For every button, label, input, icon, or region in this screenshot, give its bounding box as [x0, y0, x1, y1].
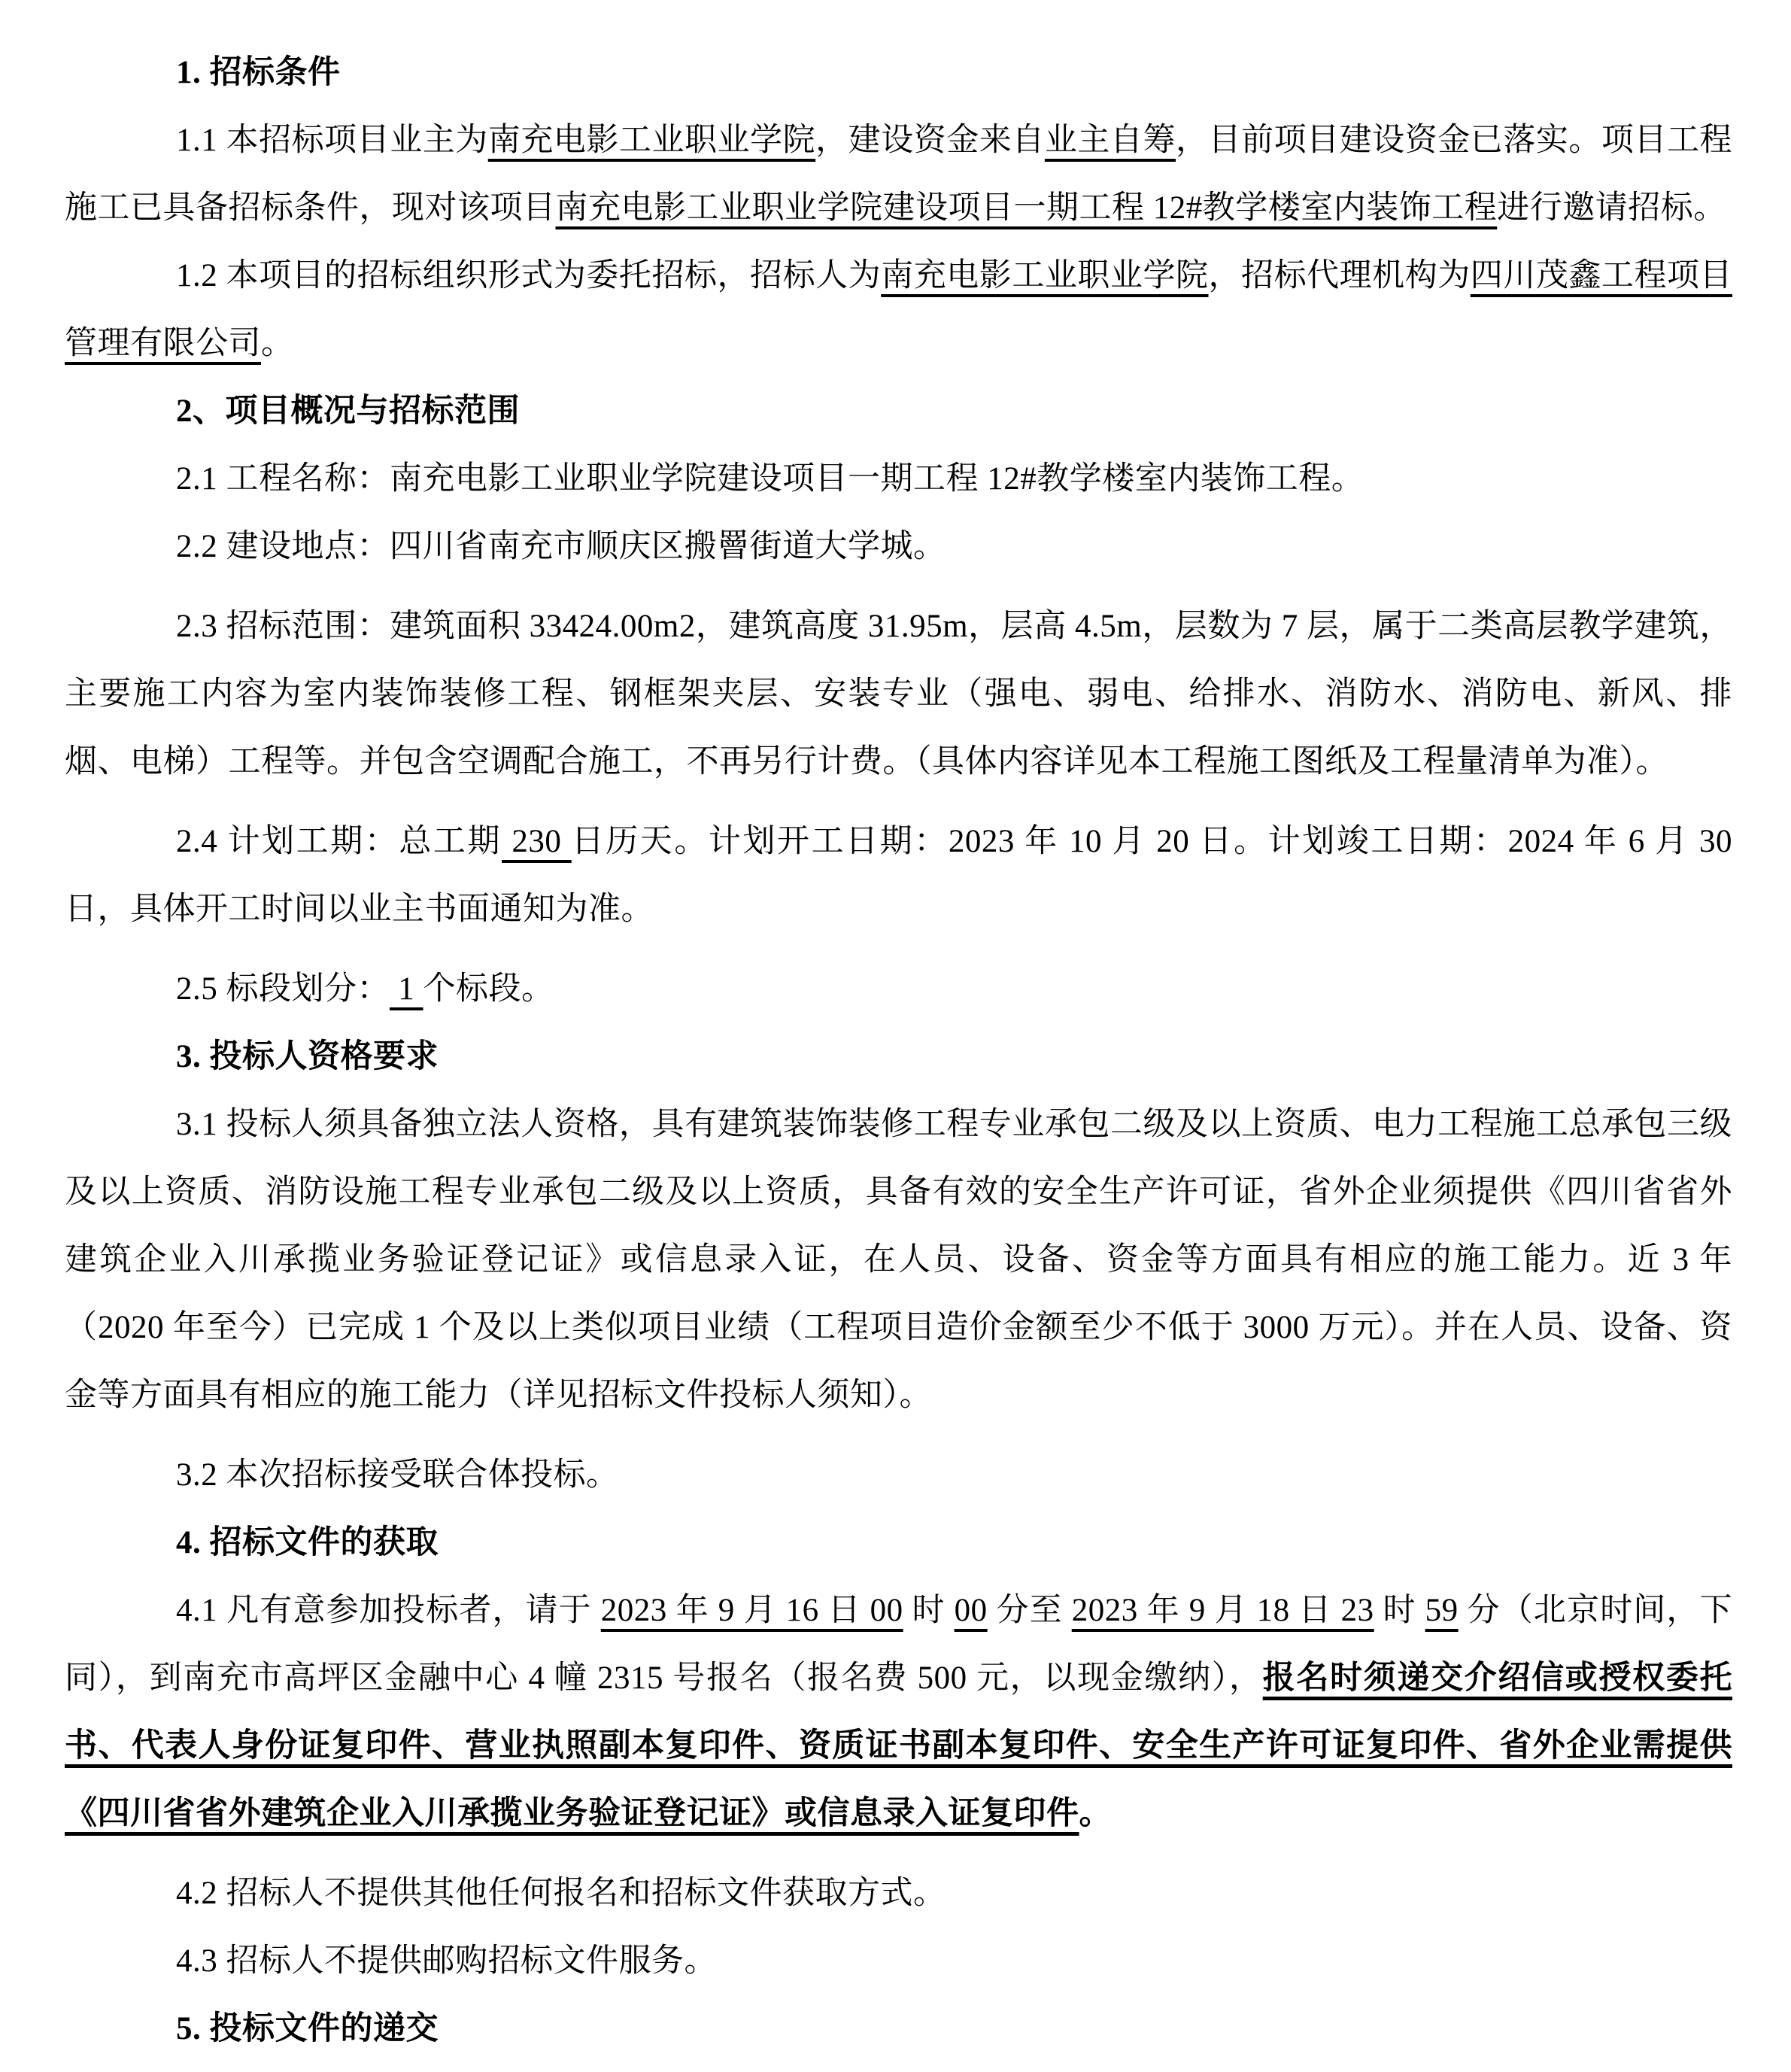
para-4-2 [65, 1860, 1732, 1928]
section-1-heading-run-0: 1. 招标条件 [176, 55, 341, 90]
para-1-2-run-3: 四川茂鑫工程项目管理有限公司 [65, 258, 1733, 361]
section-3-heading-run-0: 3. 投标人资格要求 [176, 1039, 439, 1074]
para-2-1-run-0: 2.1 工程名称：南充电影工业职业学院建设项目一期工程 12#教学楼室内装饰工程。 [176, 461, 1364, 497]
para-1-1-run-0: 1.1 本招标项目业主为 [176, 123, 488, 158]
para-3-1-run-0: 3.1 投标人须具备独立法人资格，具有建筑装饰装修工程专业承包二级及以上资质、电力工程施工总承包三级及以上资质、消防设施工程专业承包二级及以上资质，具备有效的安全生产许可证，省外企业须提供《四川省省外建筑企业入川承揽业务验证登记证》或信息录入证，在人员、设备、资金等方面具有相应的施工能力。近 3 年（2020 年至今）已完成 1 个及以上类似项目业绩（工程项目造价金额至少不低于 3000 万元）。并在人员、设备、资金等方面具有相应的施工能力（详见招标文件投标人须知）。 [65, 1107, 1732, 1413]
para-2-3 [65, 593, 1732, 796]
para-4-1-run-6: 时 [1374, 1593, 1425, 1628]
para-4-1-run-10: 。 [1079, 1796, 1112, 1831]
para-4-3 [65, 1928, 1732, 1995]
para-4-2-run-0: 4.2 招标人不提供其他任何报名和招标文件获取方式。 [176, 1876, 946, 1911]
para-2-5-run-0: 2.5 标段划分： [176, 971, 390, 1007]
para-4-1-run-1: 2023 年 9 月 16 日 00 [600, 1593, 903, 1628]
para-1-2-run-0: 1.2 本项目的招标组织形式为委托招标，招标人为 [176, 258, 882, 293]
para-2-5 [65, 955, 1732, 1023]
section-1-heading [65, 39, 1732, 107]
para-4-1-run-8: 分（北京时间，下同），到南充市高坪区金融中心 4 幢 2315 号报名（报名费 500 元，以现金缴纳）， [65, 1593, 1733, 1696]
para-3-2 [65, 1442, 1732, 1509]
para-1-1-run-2: ，建设资金来自 [815, 123, 1045, 158]
para-4-1-run-0: 4.1 凡有意参加投标者，请于 [176, 1593, 601, 1628]
para-1-2-run-2: ，招标代理机构为 [1208, 258, 1471, 293]
para-2-5-run-1: 1 [390, 971, 423, 1007]
para-4-1-run-4: 分至 [987, 1593, 1072, 1628]
section-5-heading [65, 1995, 1732, 2063]
section-2-heading-run-0: 2、项目概况与招标范围 [176, 393, 520, 429]
para-2-4-run-0: 2.4 计划工期：总工期 [176, 824, 502, 859]
para-4-1-run-7: 59 [1425, 1593, 1459, 1628]
section-4-heading-run-0: 4. 招标文件的获取 [176, 1525, 439, 1560]
para-4-1-run-9: 报名时须递交介绍信或授权委托书、代表人身份证复印件、营业执照副本复印件、资质证书副本复印件、安全生产许可证复印件、省外企业需提供《四川省省外建筑企业入川承揽业务验证登记证》或信息录入证复印件 [65, 1660, 1733, 1831]
para-1-1 [65, 107, 1732, 242]
para-1-1-run-5: 南充电影工业职业学院建设项目一期工程 12#教学楼室内装饰工程 [555, 190, 1498, 226]
para-1-1-run-4: ，目前项目建设资金已落实。项目工程施工已具备招标条件，现对该项目 [65, 123, 1733, 226]
para-2-3-run-0: 2.3 招标范围：建筑面积 33424.00m2，建筑高度 31.95m，层高 4.5m，层数为 7 层，属于二类高层教学建筑，主要施工内容为室内装饰装修工程、钢框架夹层、安装专业（强电、弱电、给排水、消防水、消防电、新风、排烟、电梯）工程等。并包含空调配合施工，不再另行计费。（具体内容详见本工程施工图纸及工程量清单为准）。 [65, 609, 1732, 779]
para-2-4 [65, 808, 1732, 943]
para-1-1-run-1: 南充电影工业职业学院 [487, 123, 816, 158]
para-2-2-run-0: 2.2 建设地点：四川省南充市顺庆区搬罾街道大学城。 [176, 529, 946, 564]
para-1-2-run-1: 南充电影工业职业学院 [881, 258, 1209, 293]
para-2-4-run-2: 日历天。计划开工日期：2023 年 10 月 20 日。计划竣工日期：2024 年 6 月 30 日，具体开工时间以业主书面通知为准。 [65, 824, 1732, 927]
para-2-2 [65, 513, 1732, 581]
section-3-heading [65, 1023, 1732, 1091]
para-4-1 [65, 1577, 1732, 1848]
para-2-1 [65, 445, 1732, 513]
para-2-5-run-2: 个标段。 [423, 971, 554, 1007]
para-4-1-run-2: 时 [903, 1593, 955, 1628]
section-4-heading [65, 1509, 1732, 1577]
section-2-heading [65, 378, 1732, 445]
para-2-4-run-1: 230 [502, 824, 572, 859]
section-5-heading-run-0: 5. 投标文件的递交 [176, 2011, 439, 2046]
para-1-1-run-6: 进行邀请招标。 [1497, 190, 1726, 226]
para-4-1-run-3: 00 [954, 1593, 988, 1628]
para-1-1-run-3: 业主自筹 [1044, 123, 1176, 158]
para-4-1-run-5: 2023 年 9 月 18 日 23 [1071, 1593, 1374, 1628]
para-1-2 [65, 242, 1732, 378]
para-4-3-run-0: 4.3 招标人不提供邮购招标文件服务。 [176, 1943, 717, 1979]
para-3-1 [65, 1091, 1732, 1429]
para-3-2-run-0: 3.2 本次招标接受联合体投标。 [176, 1457, 619, 1493]
para-1-2-run-4: 。 [261, 326, 294, 361]
